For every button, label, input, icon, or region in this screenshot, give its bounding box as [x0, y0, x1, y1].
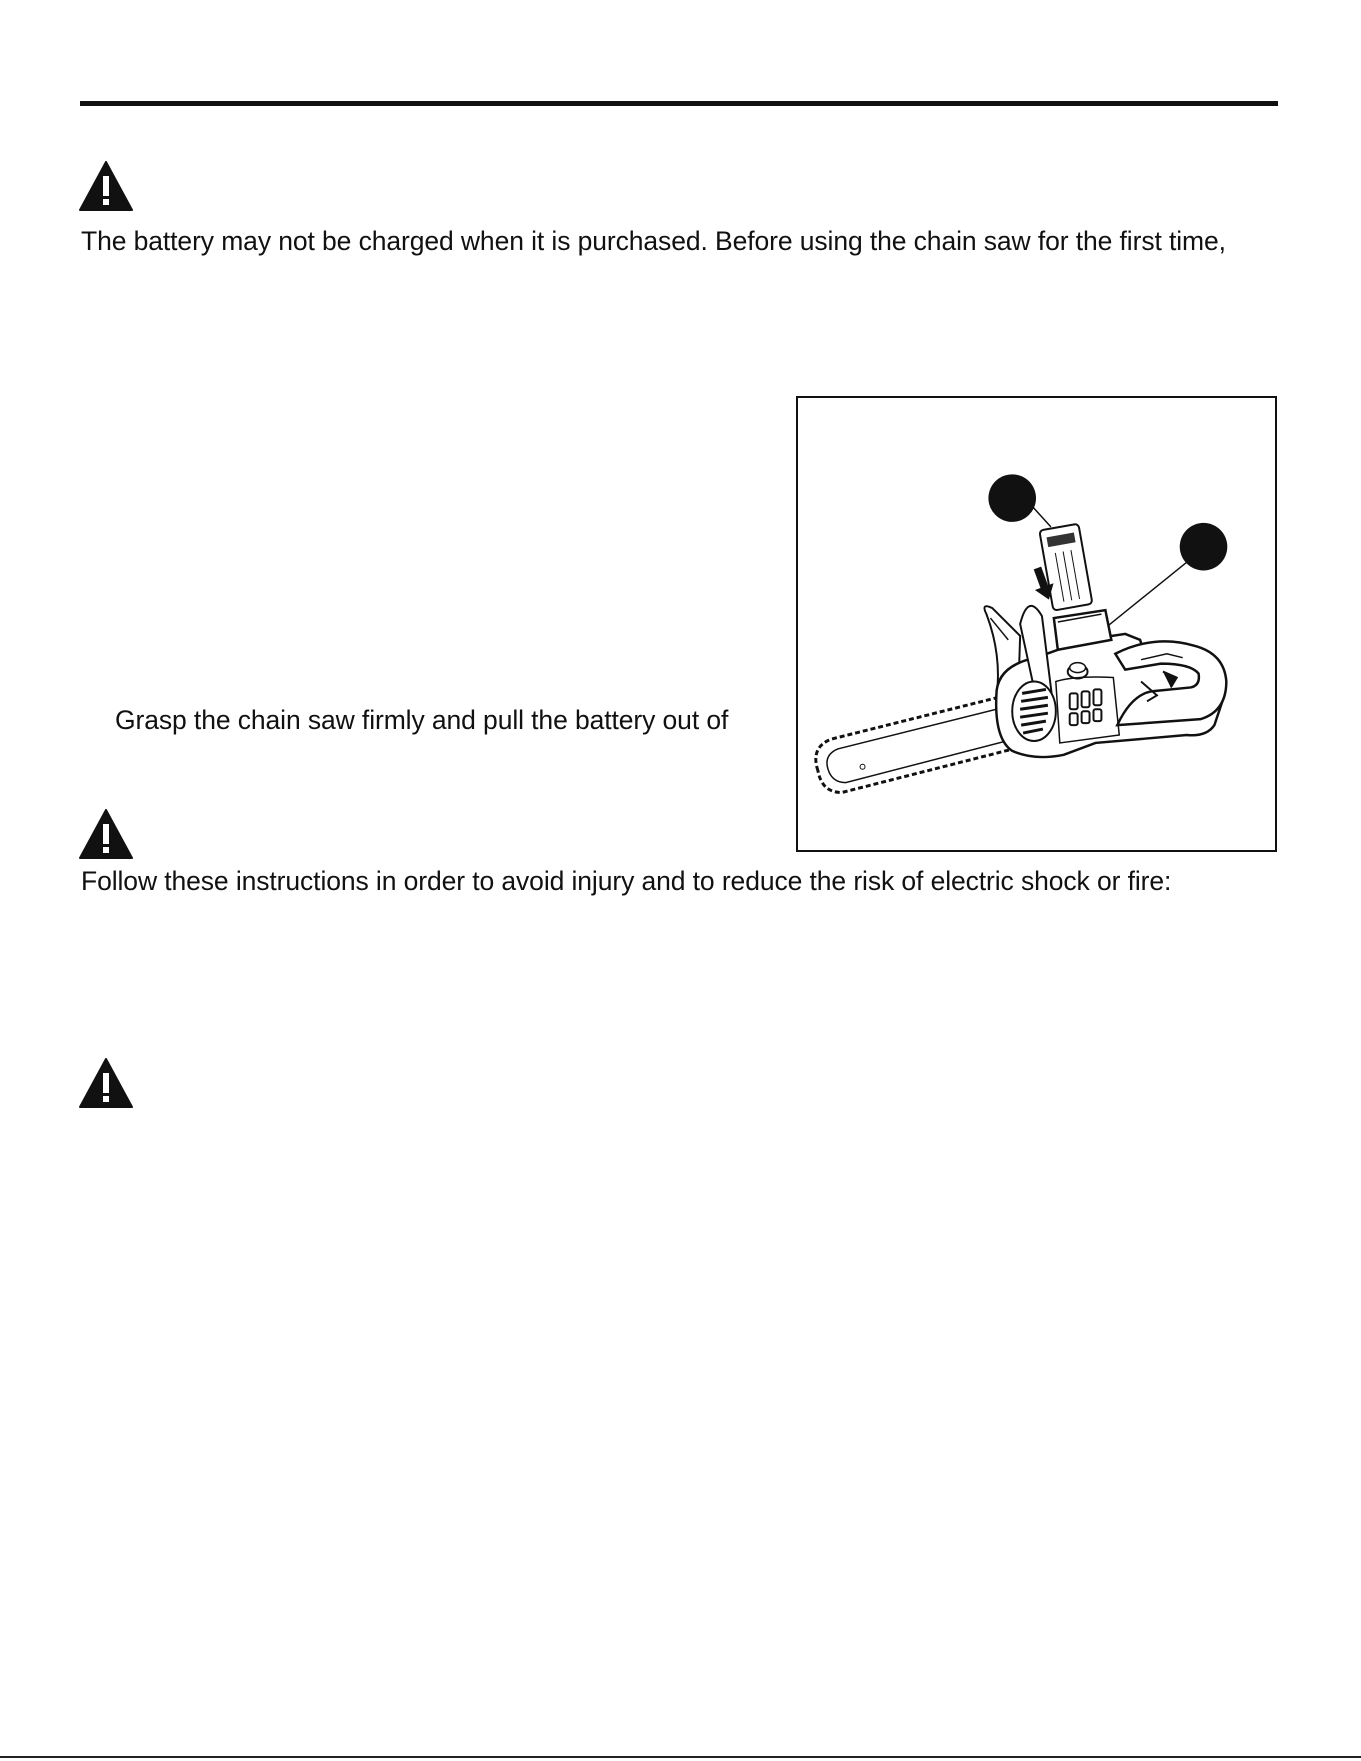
remove-battery-step: Grasp the chain saw firmly and pull the battery out of [115, 705, 729, 735]
safety-instructions-intro: Follow these instructions in order to avoid injury and to reduce the risk of electric shock or fire: [81, 866, 1172, 896]
callout-2-marker [1180, 523, 1228, 571]
chainsaw-battery-figure [796, 396, 1277, 852]
battery-charge-note: The battery may not be charged when it is purchased. Before using the chain saw for the first time, [81, 226, 1226, 256]
header-rule [80, 101, 1278, 106]
callout-1-marker [988, 474, 1036, 522]
warning-triangle-icon [79, 1058, 133, 1108]
warning-triangle-icon [79, 161, 133, 211]
footer-rule [0, 1756, 1361, 1758]
warning-triangle-icon [79, 809, 133, 859]
